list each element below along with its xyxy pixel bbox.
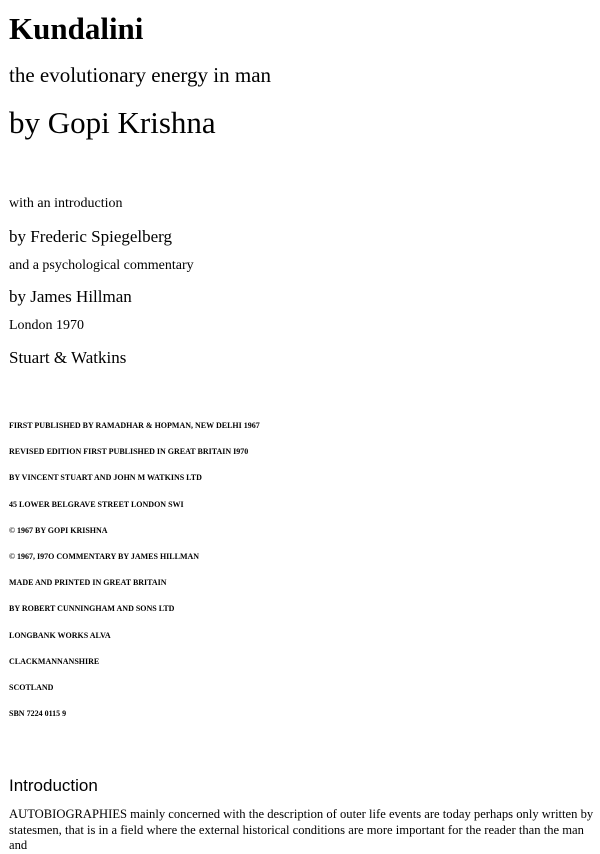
colophon-line: SCOTLAND: [9, 682, 54, 692]
commentary-author: by James Hillman: [9, 287, 132, 306]
introduction-author: by Frederic Spiegelberg: [9, 227, 173, 246]
colophon-line: SBN 7224 0115 9: [9, 709, 67, 719]
colophon-line: MADE AND PRINTED IN GREAT BRITAIN: [9, 578, 167, 588]
colophon-line: REVISED EDITION FIRST PUBLISHED IN GREAT BRITAIN I970: [9, 447, 249, 457]
book-title: Kundalini: [9, 11, 144, 46]
colophon-line: CLACKMANNANSHIRE: [9, 656, 100, 666]
colophon-line: BY VINCENT STUART AND JOHN M WATKINS LTD: [9, 473, 202, 483]
colophon-line: 45 LOWER BELGRAVE STREET LONDON SWI: [9, 499, 184, 509]
colophon-line: © 1967, I97O COMMENTARY BY JAMES HILLMAN: [9, 551, 200, 561]
colophon-line: FIRST PUBLISHED BY RAMADHAR & HOPMAN, NEW DELHI 1967: [9, 421, 260, 430]
publisher-name: Stuart & Watkins: [9, 348, 127, 367]
colophon-line: BY ROBERT CUNNINGHAM AND SONS LTD: [9, 604, 175, 614]
colophon-line: LONGBANK WORKS ALVA: [9, 630, 111, 640]
colophon-line: © 1967 BY GOPI KRISHNA: [9, 525, 108, 535]
place-year: London 1970: [9, 318, 85, 333]
book-subtitle: the evolutionary energy in man: [9, 63, 272, 87]
introduction-note: with an introduction: [9, 196, 123, 211]
section-heading: Introduction: [9, 776, 98, 795]
body-paragraph: AUTOBIOGRAPHIES mainly concerned with the description of outer life events are today perhaps only written by statesmen, that is in a field where the external historical conditions are more important for the reader than the man and: [9, 807, 594, 853]
author-line: by Gopi Krishna: [9, 105, 216, 140]
colophon-list: [9, 422, 260, 736]
commentary-note: and a psychological commentary: [9, 258, 194, 273]
